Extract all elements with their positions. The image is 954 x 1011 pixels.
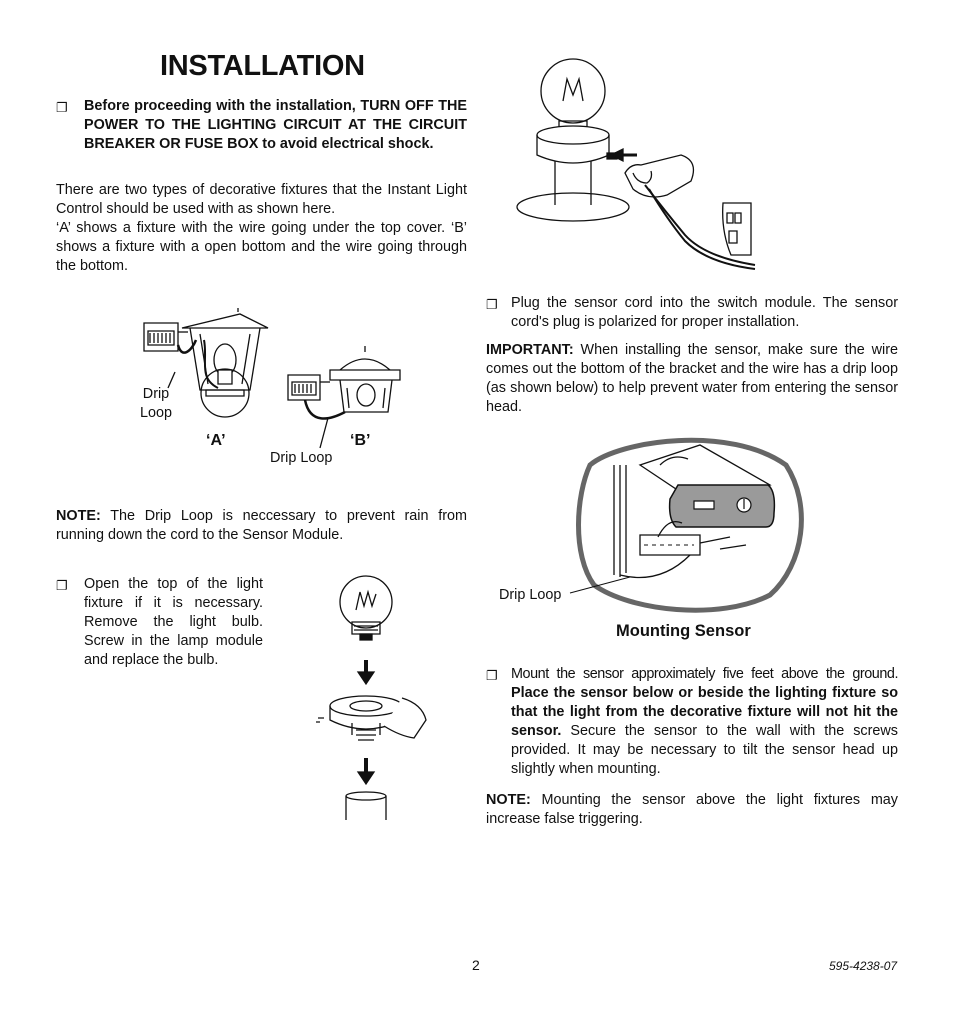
intro-text: There are two types of decorative fixtures that the Instant Light Control should be used with as shown here. bbox=[56, 182, 467, 217]
mount-step-text: Mount the sensor approximately five feet above the ground. bbox=[511, 666, 898, 682]
mounting-sensor-illustration bbox=[560, 425, 810, 615]
open-fixture-step: Open the top of the light fixture if it is necessary. Remove the light bulb. Screw in the lamp module and replace the bulb. bbox=[84, 576, 263, 668]
note-text: The Drip Loop is neccessary to prevent rain from running down the cord to the Sensor Module. bbox=[56, 508, 467, 543]
document-code: 595-4238-07 bbox=[829, 959, 898, 973]
bullet-icon: ❐ bbox=[56, 578, 68, 593]
plug-sensor-step: Plug the sensor cord into the switch module. The sensor cord's plug is polarized for proper installation. bbox=[511, 295, 898, 330]
bullet-icon: ❐ bbox=[486, 297, 498, 312]
drip-loop-label-a: Drip Loop bbox=[139, 386, 172, 421]
note-false-triggering bbox=[486, 791, 898, 829]
lamp-module-illustration bbox=[308, 570, 438, 830]
mount-step-text-2: Secure the sensor to the wall with the screws provided. It may be necessary to tilt the sensor head up slightly when mounting. bbox=[511, 723, 899, 777]
page-number: 2 bbox=[472, 957, 480, 973]
mount-step-bold: Place the sensor below or beside the lighting fixture so that the light from the decorative fixture will not hit the sensor. bbox=[511, 685, 898, 739]
important-text: When installing the sensor, make sure the wire comes out the bottom of the bracket and the wire has a drip loop (as shown below) to help prevent water from entering the sensor head. bbox=[486, 342, 899, 415]
note-label: NOTE: bbox=[486, 792, 531, 808]
bullet-icon: ❐ bbox=[56, 100, 68, 115]
intro-text-2: ‘A’ shows a fixture with the wire going under the top cover. ‘B’ shows a fixture with a open bottom and the wire going through the bottom. bbox=[56, 220, 467, 274]
mount-sensor-step bbox=[511, 665, 898, 779]
drip-loop-label-b: Drip Loop bbox=[270, 450, 333, 466]
sensor-plug-illustration bbox=[515, 55, 755, 285]
important-note bbox=[486, 341, 898, 417]
important-label: IMPORTANT: bbox=[486, 342, 574, 358]
fixture-b-label: ‘B’ bbox=[350, 432, 371, 449]
mounting-sensor-caption: Mounting Sensor bbox=[616, 622, 751, 640]
note-label: NOTE: bbox=[56, 508, 101, 524]
bullet-icon: ❐ bbox=[486, 668, 498, 683]
warning-text: Before proceeding with the installation, TURN OFF THE POWER TO THE LIGHTING CIRCUIT AT THE CIRCUIT BREAKER OR FUSE BOX to avoid electrical shock. bbox=[84, 98, 467, 152]
fixture-a-label: ‘A’ bbox=[206, 432, 226, 449]
note-drip-loop bbox=[56, 507, 467, 545]
fixture-a-b-illustration bbox=[130, 300, 430, 450]
drip-loop-label-mount: Drip Loop bbox=[499, 587, 562, 603]
note-text: Mounting the sensor above the light fixtures may increase false triggering. bbox=[486, 792, 899, 827]
page-title: INSTALLATION bbox=[160, 50, 365, 82]
